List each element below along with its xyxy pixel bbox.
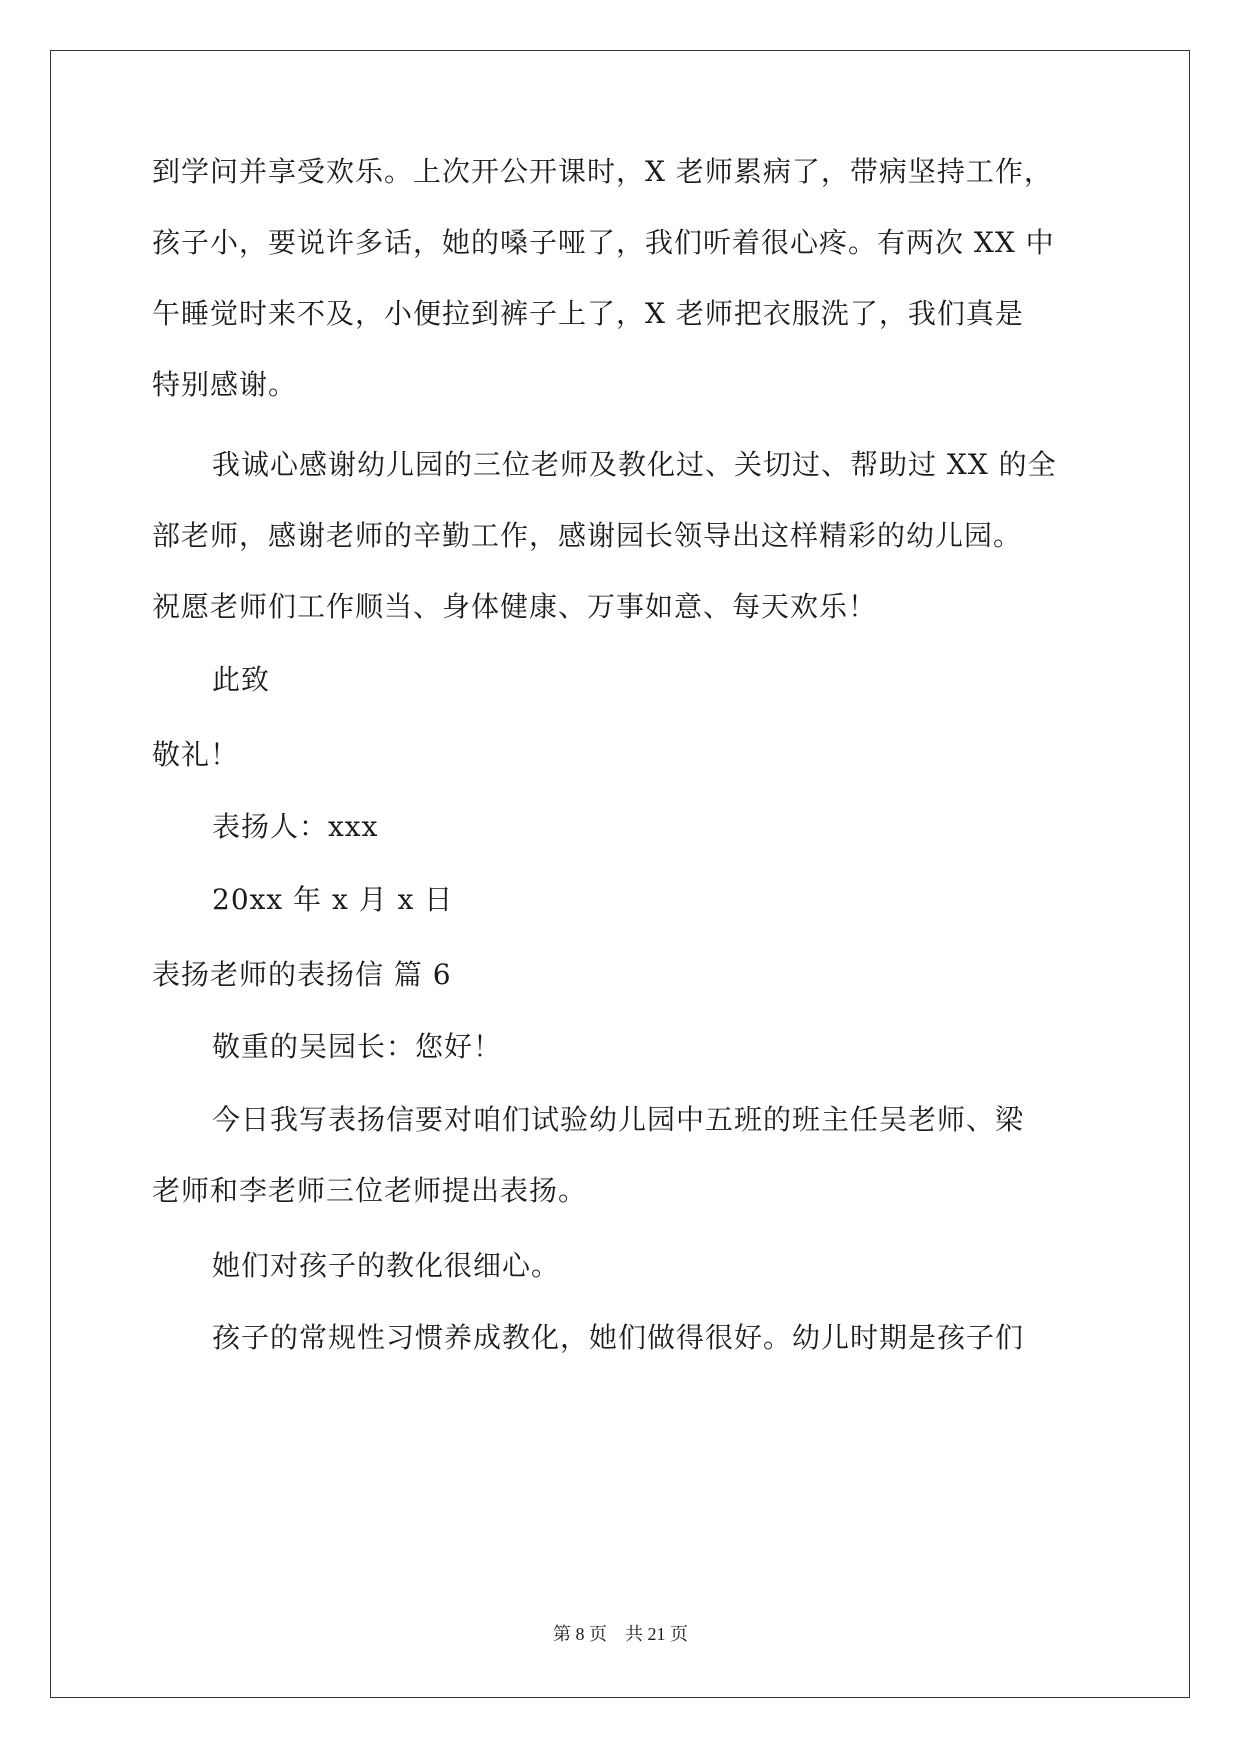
- body-text-line: 孩子的常规性习惯养成教化，她们做得很好。幼儿时期是孩子们: [212, 1321, 1025, 1354]
- body-text-line: 老师和李老师三位老师提出表扬。: [152, 1174, 588, 1207]
- body-text-line: 部老师，感谢老师的辛勤工作，感谢园长领导出这样精彩的幼儿园。: [152, 519, 1023, 552]
- body-text-line: 今日我写表扬信要对咱们试验幼儿园中五班的班主任吴老师、梁: [212, 1103, 1025, 1136]
- body-text-line: 到学问并享受欢乐。上次开公开课时，X 老师累病了，带病坚持工作，: [152, 155, 1053, 188]
- greeting-line: 敬重的吴园长：您好！: [212, 1030, 503, 1063]
- body-text-line: 我诚心感谢幼儿园的三位老师及教化过、关切过、帮助过 XX 的全: [212, 448, 1057, 481]
- body-text-line: 特别感谢。: [152, 368, 298, 401]
- body-text-line: 午睡觉时来不及，小便拉到裤子上了，X 老师把衣服洗了，我们真是: [152, 297, 1024, 330]
- date-line: 20xx 年 x 月 x 日: [212, 883, 454, 916]
- signature-line: 表扬人：xxx: [212, 810, 379, 843]
- salutation-line: 敬礼！: [152, 738, 240, 771]
- body-text-line: 她们对孩子的教化很细心。: [212, 1249, 561, 1282]
- salutation-line: 此致: [212, 663, 271, 696]
- body-text-line: 孩子小，要说许多话，她的嗓子哑了，我们听着很心疼。有两次 XX 中: [152, 226, 1055, 259]
- page-footer: 第 8 页 共 21 页: [553, 1624, 688, 1644]
- body-text-line: 祝愿老师们工作顺当、身体健康、万事如意、每天欢乐！: [152, 590, 878, 623]
- section-heading: 表扬老师的表扬信 篇 6: [152, 958, 452, 991]
